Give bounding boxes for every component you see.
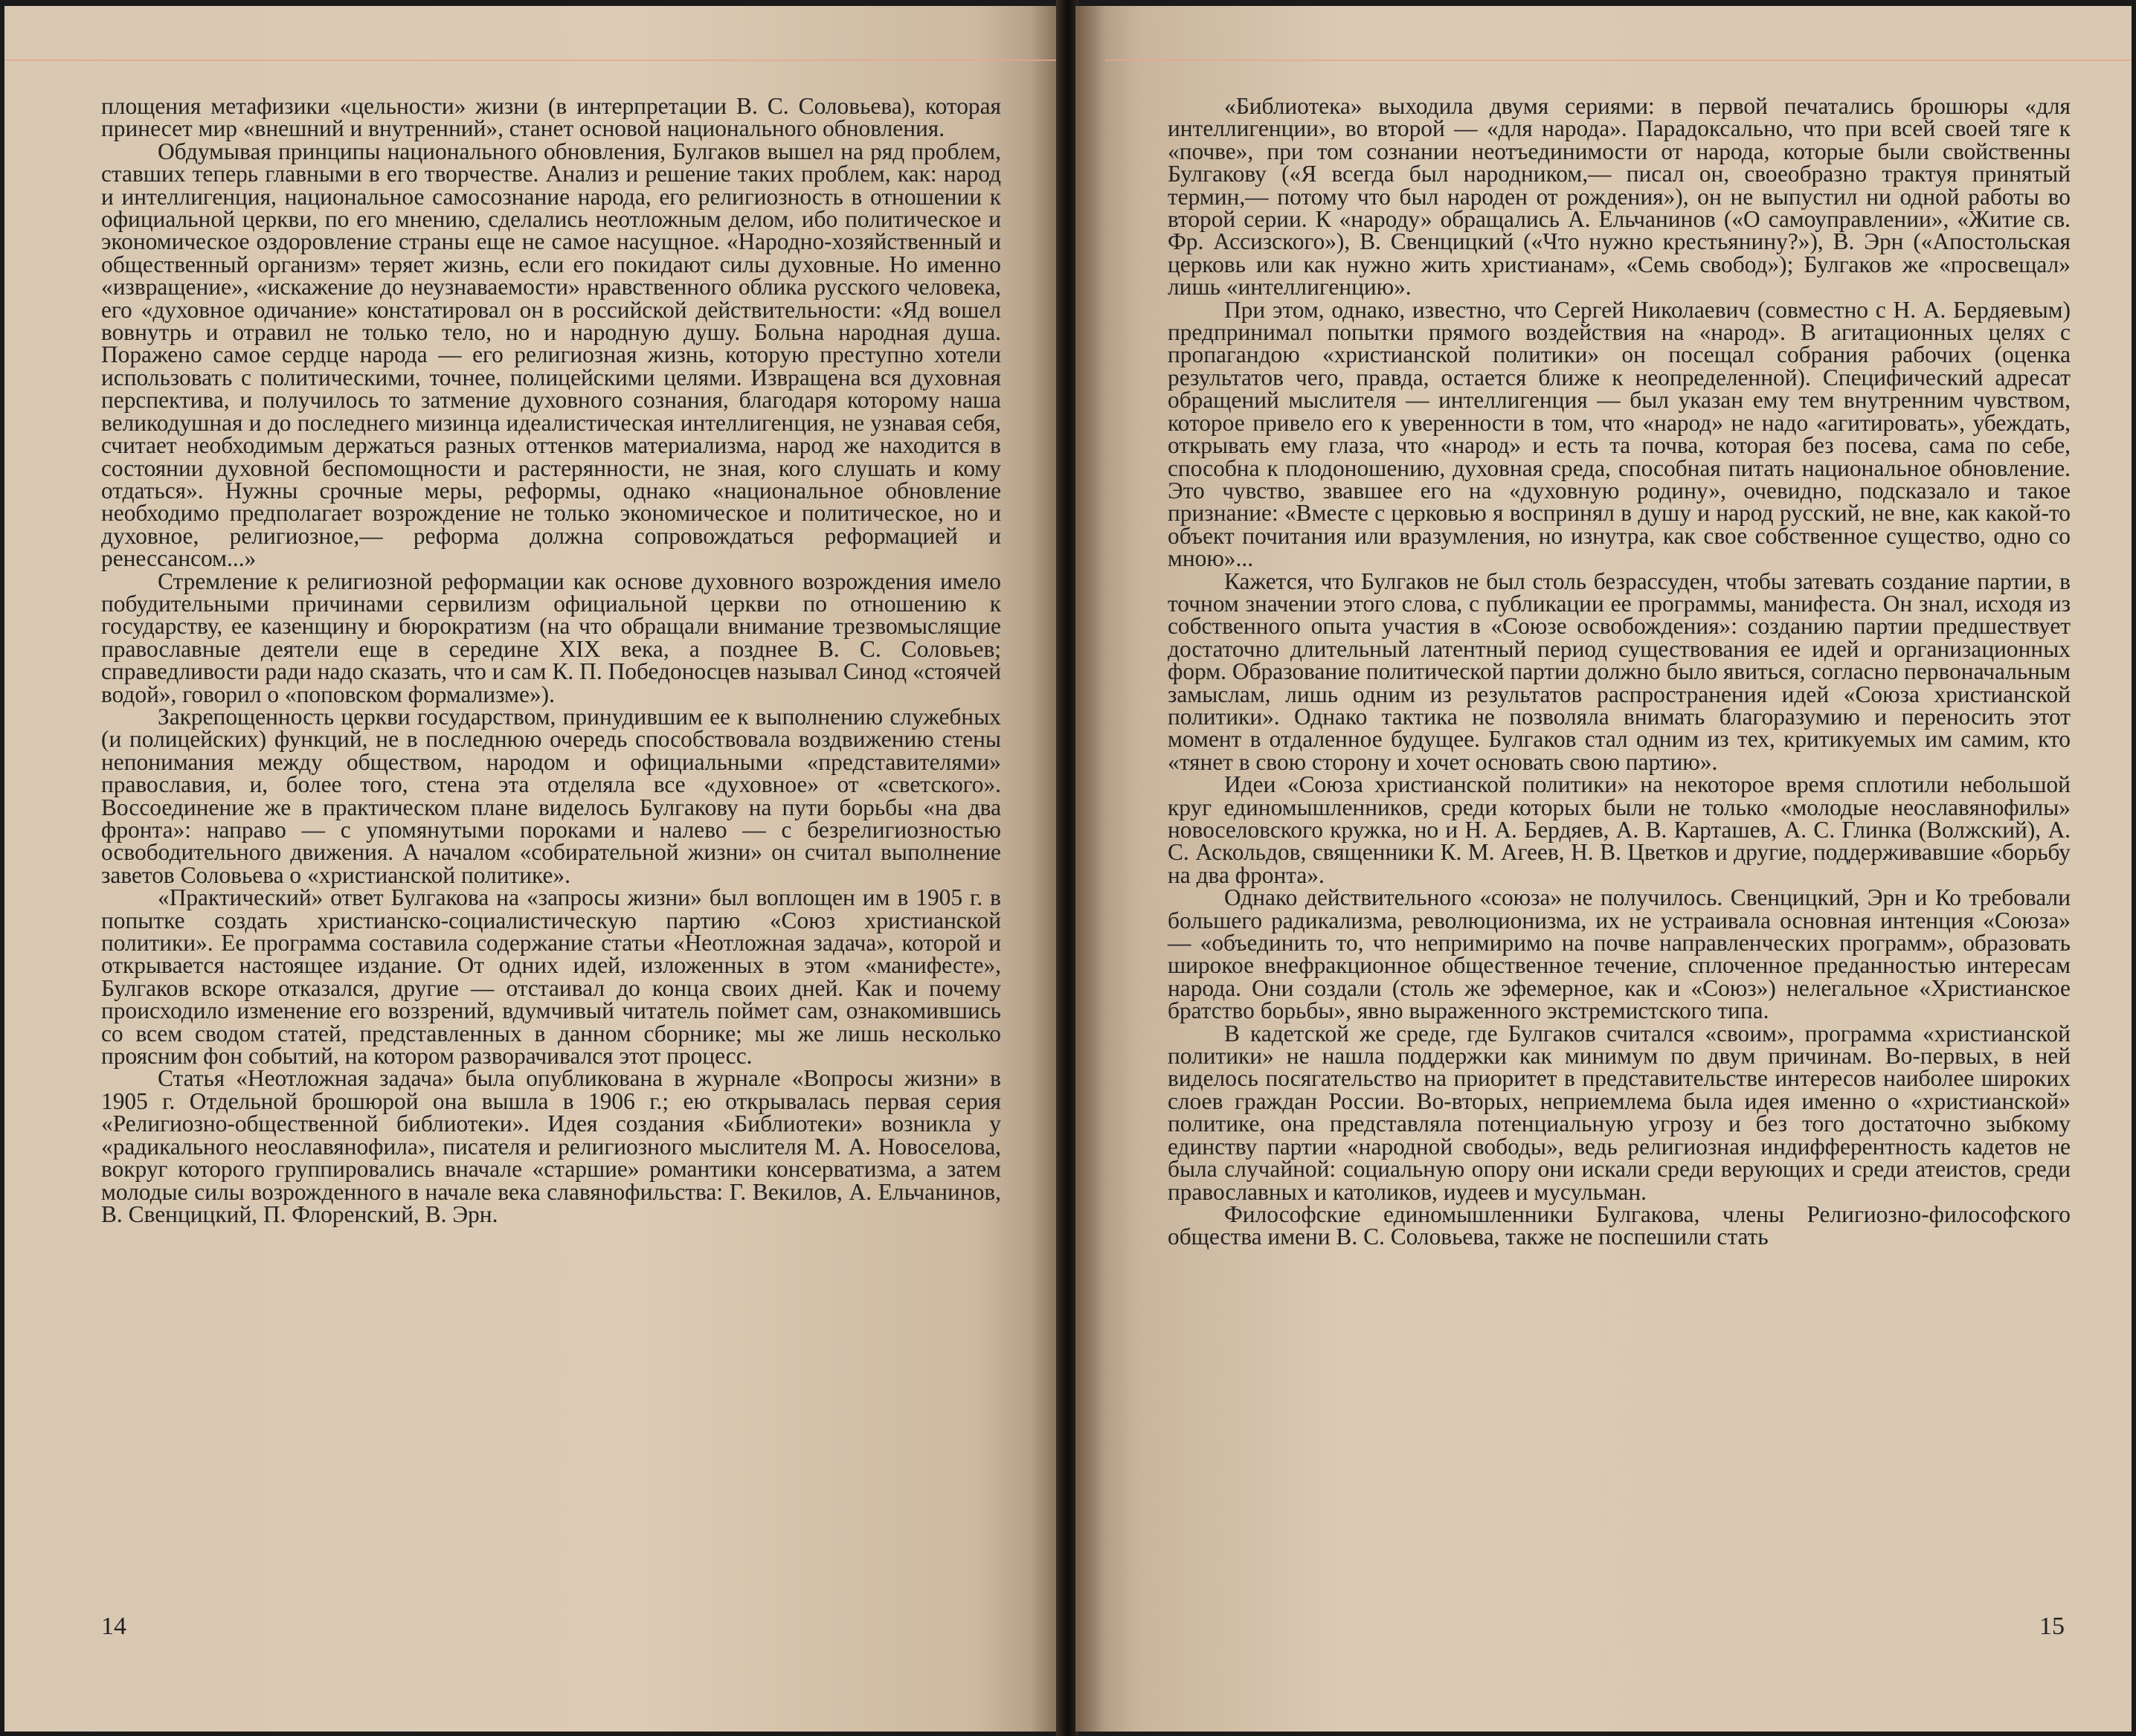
right-paragraph-3: Кажется, что Булгаков не был столь безрассуден, чтобы затевать создание партии, в точном значении этого слова, с публикации ее программы, манифеста. Он знал, исходя из собственного опыта участия в «Союзе освобождения»: созданию партии предшествует достаточно длительный латентный период существования ее идей и организационных форм. Образование политической партии должно было явиться, согласно первоначальным замыслам, лишь одним из результатов распространения идей «Союза христианской политики». Однако тактика не позволяла внимать благоразумию и переносить этот момент в отдаленное будущее. Булгаков стал одним из тех, критикуемых им самим, кто «тянет в свою сторону и хочет основать свою партию». bbox=[1168, 568, 2071, 775]
page-number-left: 14 bbox=[101, 1613, 126, 1640]
left-page-text bbox=[101, 95, 1001, 1226]
right-paragraph-6: В кадетской же среде, где Булгаков считался «своим», программа «христианской политики» не нашла поддержки как минимум по двум причинам. Во-первых, в ней виделось посягательство на приоритет в представительстве интересов наиболее широких слоев граждан России. Во-вторых, неприемлема была идея именно о «христианской» политике, она представляла потенциальную угрозу и без того достаточно зыбкому единству партии «народной свободы», ведь религиозная индифферентность кадетов не была случайной: социальную опору они искали среди верующих и среди атеистов, среди православных и католиков, иудеев и мусульман. bbox=[1168, 1020, 2071, 1205]
left-paragraph-1: площения метафизики «цельности» жизни (в интерпретации В. С. Соловьева), которая принесет мир «внешний и внутренний», станет основой национального обновления. bbox=[101, 93, 1001, 142]
right-paragraph-2: При этом, однако, известно, что Сергей Николаевич (совместно с Н. А. Бердяевым) предпринимал попытки прямого воздействия на «народ». В агитационных целях с пропагандою «христианской политики» он посещал собрания рабочих (оценка результатов чего, правда, остается ближе к неопределенной). Специфический адресат обращений мыслителя — интеллигенция — был указан ему тем внутренним чувством, которое привело его к уверенности в том, что «народ» не надо «агитировать», убеждать, открывать ему глаза, что «народ» и есть та почва, которая без посева, сама по себе, способна к плодоношению, духовная среда, способная питать национальное обновление. Это чувство, звавшее его на «духовную родину», очевидно, подсказало и такое признание: «Вместе с церковью я воспринял в душу и народ русский, не вне, как какой-то объект почитания или вразумления, но изнутра, как свое собственное существо, одно со мною»... bbox=[1168, 296, 2071, 572]
left-page bbox=[4, 6, 1061, 1732]
right-page-text bbox=[1168, 95, 2071, 1249]
left-paragraph-2: Обдумывая принципы национального обновления, Булгаков вышел на ряд проблем, ставших теперь главными в его творчестве. Анализ и решение таких проблем, как: народ и интеллигенция, национальное самосознание народа, его религиозность в отношении к официальной церкви, по его мнению, сделались неотложным делом, ибо политическое и экономическое оздоровление страны еще не самое насущное. «Народно-хозяйственный и общественный организм» теряет жизнь, если его покидают силы духовные. Но именно «извращение», «искажение до неузнаваемости» нравственного облика русского человека, его «духовное одичание» констатировал он в российской действительности: «Яд вошел вовнутрь и отравил не только тело, но и народную душу. Больна народная душа. Поражено самое сердце народа — его религиозная жизнь, которую преступно хотели использовать с политическими, точнее, полицейскими целями. Извращена вся духовная перспектива, и получилось то затмение духовного сознания, благодаря которому наша великодушная и до последнего мизинца идеалистическая интеллигенция, не узнавая себя, считает необходимым держаться разных оттенков материализма, народ же находится в состоянии духовной беспомощности и растерянности, не зная, кого слушать и кому отдаться». Нужны срочные меры, реформы, однако «национальное обновление необходимо предполагает возрождение не только экономическое и политическое, но и духовное, религиозное,— реформа должна сопровождаться реформацией и ренессансом...» bbox=[101, 138, 1001, 572]
left-paragraph-5: «Практический» ответ Булгакова на «запросы жизни» был воплощен им в 1905 г. в попытке создать христианско-социалистическую партию «Союз христианской политики». Ее программа составила содержание статьи «Неотложная задача», которой и открывается настоящее издание. От одних идей, изложенных в этом «манифесте», Булгаков вскоре отказался, другие — отстаивал до конца своих дней. Как и почему происходило изменение его воззрений, вдумчивый читатель поймет сам, ознакомившись со всем сводом статей, представленных в данном сборнике; мы же лишь несколько проясним фон событий, на котором разворачивался этот процесс. bbox=[101, 884, 1001, 1070]
left-paragraph-3: Стремление к религиозной реформации как основе духовного возрождения имело побудительными причинами сервилизм официальной церкви по отношению к государству, ее казенщину и бюрократизм (на что обращали внимание трезвомыслящие православные деятели еще в середине XIX века, а позднее В. С. Соловьев; справедливости ради надо сказать, что и сам К. П. Победоносцев называл Синод «стоячей водой», говорил о «поповском формализме»). bbox=[101, 568, 1001, 707]
left-paragraph-4: Закрепощенность церкви государством, принудившим ее к выполнению служебных (и полицейских) функций, не в последнюю очередь способствовала воздвижению стены непонимания между обществом, народом и официальными «представителями» православия, и, более того, стена эта отделяла все «духовное» от «светского». Воссоединение же в практическом плане виделось Булгакову на пути борьбы «на два фронта»: направо — с упомянутыми пороками и налево — с безрелигиозностью освободительного движения. А началом «собирательной жизни» он считал выполнение заветов Соловьева о «христианской политике». bbox=[101, 703, 1001, 888]
right-paragraph-4: Идеи «Союза христианской политики» на некоторое время сплотили небольшой круг единомышленников, среди которых были не только «молодые неославянофилы» новоселовского кружка, но и Н. А. Бердяев, А. В. Карташев, А. С. Глинка (Волжский), А. С. Аскольдов, священники К. М. Агеев, Н. В. Цветков и другие, поддерживавшие «борьбу на два фронта». bbox=[1168, 771, 2071, 888]
right-paragraph-5: Однако действительного «союза» не получилось. Свенцицкий, Эрн и Ко требовали большего радикализма, революционизма, их не устраивала основная интенция «Союза» — «объединить то, что непримиримо на почве направленческих программ», образовать широкое внефракционное общественное течение, сплоченное преданностью интересам народа. Они создали (столь же эфемерное, как и «Союз») нелегальное «Христианское братство борьбы», явно выраженного экстремистского типа. bbox=[1168, 884, 2071, 1024]
right-paragraph-7: Философские единомышленники Булгакова, члены Религиозно-философского общества имени В. С. Соловьева, также не поспешили стать bbox=[1168, 1200, 2071, 1250]
right-paragraph-1: «Библиотека» выходила двумя сериями: в первой печатались брошюры «для интеллигенции», во второй — «для народа». Парадоксально, что при всей своей тяге к «почве», при том сознании неотъединимости от народа, которые были свойственны Булгакову («Я всегда был народником,— писал он, своеобразно трактуя принятый термин,— потому что был народен от рождения»), он не выпустил ни одной работы во второй серии. К «народу» обращались А. Ельчанинов («О самоуправлении», «Житие св. Фр. Ассизского»), В. Свенцицкий («Что нужно крестьянину?»), В. Эрн («Апостольская церковь или как нужно жить христианам», «Семь свобод»); Булгаков же «просвещал» лишь «интеллигенцию». bbox=[1168, 93, 2071, 300]
right-page bbox=[1075, 6, 2132, 1732]
left-paragraph-6: Статья «Неотложная задача» была опубликована в журнале «Вопросы жизни» в 1905 г. Отдельной брошюрой она вышла в 1906 г.; ею открывалась первая серия «Религиозно-общественной библиотеки». Идея создания «Библиотеки» возникла у «радикального неославянофила», писателя и религиозного мыслителя М. А. Новоселова, вокруг которого группировались вначале «старшие» романтики консерватизма, а затем молодые силы возрожденного в начале века славянофильства: Г. Векилов, А. Ельчанинов, В. Свенцицкий, П. Флоренский, В. Эрн. bbox=[101, 1065, 1001, 1227]
page-number-right: 15 bbox=[2039, 1613, 2065, 1640]
